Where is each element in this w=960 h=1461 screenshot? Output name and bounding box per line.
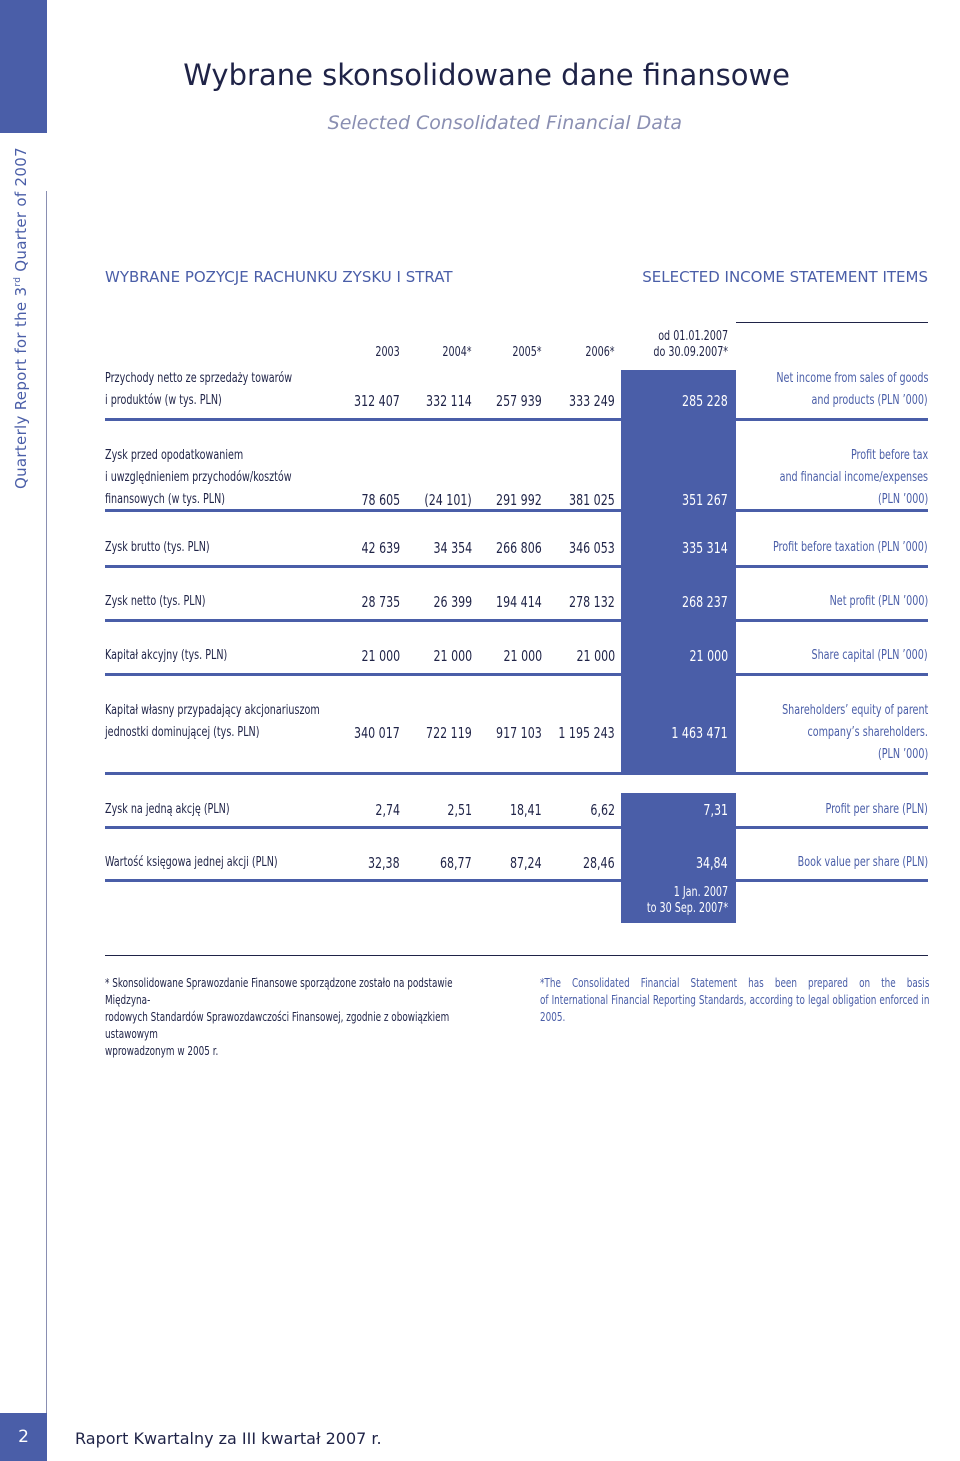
row-label-en: Profit before tax (850, 448, 928, 463)
footnote-line: * Skonsolidowane Sprawozdanie Finansowe sporządzone zostało na podstawie Międzyna- (105, 976, 453, 1007)
page-title: Wybrane skonsolidowane dane finansowe (183, 58, 790, 92)
table-cell-current: 7,31 (703, 801, 728, 819)
row-label-en: and financial income/expenses (779, 470, 928, 485)
table-cell-value: 18,41 (510, 801, 542, 819)
row-label-en: and products (PLN ’000) (811, 393, 928, 408)
table-cell-value: 381 025 (569, 491, 615, 509)
year-column-header: 2006* (585, 345, 615, 360)
table-cell-value: 21 000 (503, 647, 542, 665)
table-cell-value: 28,46 (583, 854, 615, 872)
current-col-header (653, 329, 728, 361)
footnote-pl (105, 975, 490, 1060)
footnote-en (540, 975, 930, 1026)
row-separator (105, 826, 928, 829)
footnote-line: of International Financial Reporting Standards, according to legal obligation enforced in 2005. (540, 993, 930, 1024)
row-label-pl: Zysk na jedną akcję (PLN) (105, 802, 230, 817)
table-cell-value: 346 053 (569, 539, 615, 557)
row-label-pl: finansowych (w tys. PLN) (105, 492, 226, 507)
footnote-line: *The Consolidated Financial Statement has been prepared on the basis (540, 976, 930, 990)
table-cell-value: 2,51 (447, 801, 472, 819)
row-separator (105, 509, 928, 512)
table-cell-value: 2,74 (375, 801, 400, 819)
table-cell-value: (24 101) (424, 491, 472, 509)
table-cell-value: 340 017 (354, 724, 400, 742)
table-cell-value: 28 735 (361, 593, 400, 611)
table-cell-value: 26 399 (433, 593, 472, 611)
table-cell-value: 32,38 (368, 854, 400, 872)
header-rule (736, 322, 928, 323)
section-title-pl: WYBRANE POZYCJE RACHUNKU ZYSKU I STRAT (105, 268, 453, 286)
side-divider (46, 191, 47, 1386)
row-separator (105, 772, 928, 775)
row-label-en: Shareholders’ equity of parent (781, 703, 928, 718)
table-cell-value: 332 114 (426, 392, 472, 410)
table-cell-current: 1 463 471 (671, 724, 728, 742)
row-separator (105, 565, 928, 568)
table-cell-value: 291 992 (496, 491, 542, 509)
current-col-footer (647, 885, 728, 917)
page-subtitle: Selected Consolidated Financial Data (327, 112, 682, 134)
table-cell-value: 312 407 (354, 392, 400, 410)
table-cell-value: 278 132 (569, 593, 615, 611)
year-column-header: 2004* (442, 345, 472, 360)
row-separator (105, 418, 928, 421)
footnote-rule (105, 955, 928, 956)
row-separator (105, 619, 928, 622)
footer-title: Raport Kwartalny za III kwartał 2007 r. (75, 1429, 382, 1448)
table-cell-value: 333 249 (569, 392, 615, 410)
table-cell-current: 34,84 (696, 854, 728, 872)
row-separator (105, 879, 928, 882)
footnote-line: wprowadzonym w 2005 r. (105, 1044, 219, 1058)
table-cell-value: 257 939 (496, 392, 542, 410)
row-label-pl: Przychody netto ze sprzedaży towarów (105, 371, 293, 386)
current-col-header-line: od 01.01.2007 (658, 329, 728, 344)
table-cell-value: 42 639 (361, 539, 400, 557)
row-label-en: (PLN ’000) (877, 747, 928, 762)
table-cell-current: 21 000 (689, 647, 728, 665)
year-column-header: 2003 (375, 345, 400, 360)
current-col-header-line: do 30.09.2007* (653, 345, 728, 360)
row-separator (105, 673, 928, 676)
section-title-en: SELECTED INCOME STATEMENT ITEMS (642, 268, 928, 286)
row-label-en: Share capital (PLN ’000) (811, 648, 928, 663)
table-cell-current: 335 314 (682, 539, 728, 557)
table-cell-current: 268 237 (682, 593, 728, 611)
row-label-pl: i produktów (w tys. PLN) (105, 393, 222, 408)
row-label-pl: i uwzględnieniem przychodów/kosztów (105, 470, 292, 485)
row-label-pl: Kapitał akcyjny (tys. PLN) (105, 648, 228, 663)
row-label-en: Net income from sales of goods (775, 371, 928, 386)
table-cell-value: 194 414 (496, 593, 542, 611)
table-cell-value: 68,77 (440, 854, 472, 872)
current-period-column (621, 370, 736, 773)
table-cell-value: 6,62 (590, 801, 615, 819)
table-cell-value: 21 000 (361, 647, 400, 665)
row-label-pl: Zysk przed opodatkowaniem (105, 448, 244, 463)
row-label-en: Book value per share (PLN) (797, 855, 928, 870)
table-cell-value: 21 000 (433, 647, 472, 665)
table-cell-value: 34 354 (433, 539, 472, 557)
side-report-label: Quarterly Report for the 3rd Quarter of 2007 (12, 147, 30, 489)
current-col-footer-line: 1 Jan. 2007 (673, 885, 728, 900)
top-accent-bar (0, 0, 47, 133)
table-cell-value: 78 605 (361, 491, 400, 509)
row-label-pl: Zysk netto (tys. PLN) (105, 594, 206, 609)
row-label-pl: Zysk brutto (tys. PLN) (105, 540, 210, 555)
footnote-line: rodowych Standardów Sprawozdawczości Finansowej, zgodnie z obowiązkiem ustawowym (105, 1010, 450, 1041)
table-cell-value: 722 119 (426, 724, 472, 742)
table-cell-value: 266 806 (496, 539, 542, 557)
table-cell-current: 351 267 (682, 491, 728, 509)
table-cell-value: 917 103 (496, 724, 542, 742)
row-label-en: company’s shareholders. (807, 725, 928, 740)
table-cell-current: 285 228 (682, 392, 728, 410)
row-label-en: Profit per share (PLN) (825, 802, 928, 817)
page-number: 2 (0, 1413, 47, 1461)
row-label-en: (PLN ’000) (877, 492, 928, 507)
row-label-en: Net profit (PLN ’000) (829, 594, 928, 609)
row-label-pl: Wartość księgowa jednej akcji (PLN) (105, 855, 278, 870)
table-cell-value: 21 000 (576, 647, 615, 665)
row-label-pl: jednostki dominującej (tys. PLN) (105, 725, 260, 740)
row-label-en: Profit before taxation (PLN ’000) (773, 540, 928, 555)
table-cell-value: 1 195 243 (558, 724, 615, 742)
current-col-footer-line: to 30 Sep. 2007* (646, 901, 728, 916)
row-label-pl: Kapitał własny przypadający akcjonariuszom (105, 703, 320, 718)
year-column-header: 2005* (512, 345, 542, 360)
table-cell-value: 87,24 (510, 854, 542, 872)
